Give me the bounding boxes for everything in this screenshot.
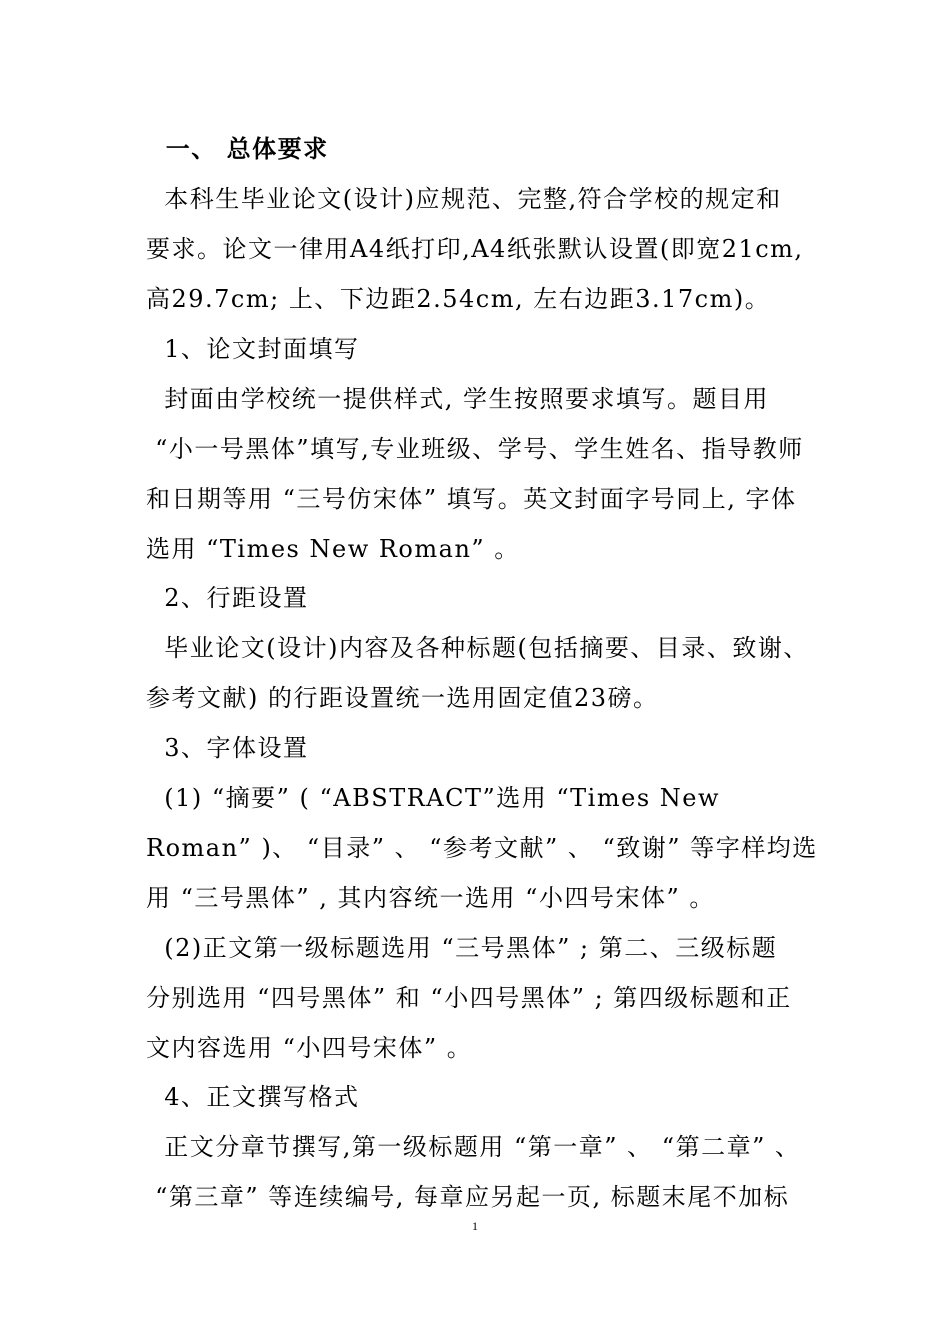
body-text-line: 文内容选用 “小四号宋体” 。 [146,1034,473,1062]
body-text-line: 和日期等用 “三号仿宋体” 填写。英文封面字号同上, 字体 [146,485,797,513]
body-text-line: 毕业论文(设计)内容及各种标题(包括摘要、目录、致谢、 [146,634,809,662]
body-text-line: 高29.7cm; 上、下边距2.54cm, 左右边距3.17cm)。 [146,285,771,313]
body-text-line: “小一号黑体”填写,专业班级、学号、学生姓名、指导教师 [146,435,804,463]
body-text-line: 选用 “Times New Roman” 。 [146,535,520,563]
body-text-line: 要求。论文一律用A4纸打印,A4纸张默认设置(即宽21cm, [146,235,804,263]
body-text-line: (2)正文第一级标题选用 “三号黑体” ; 第二、三级标题 [146,934,778,962]
body-text-line: (1) “摘要” ( “ABSTRACT”选用 “Times New [146,784,721,812]
body-text-line: 正文分章节撰写,第一级标题用 “第一章” 、 “第二章” 、 [146,1133,801,1161]
section-heading-general-requirements: 一、 总体要求 [146,135,329,163]
body-text-line: 参考文献) 的行距设置统一选用固定值23磅。 [146,684,659,712]
body-text-line: “第三章” 等连续编号, 每章应另起一页, 标题末尾不加标 [146,1183,790,1211]
body-text-line: 封面由学校统一提供样式, 学生按照要求填写。题目用 [146,385,770,413]
subheading-line-spacing: 2、行距设置 [146,584,309,612]
subheading-body-format: 4、正文撰写格式 [146,1083,360,1111]
page-number: 1 [472,1219,478,1233]
body-text-line: Roman” )、 “目录” 、 “参考文献” 、 “致谢” 等字样均选 [146,834,818,862]
subheading-cover: 1、论文封面填写 [146,335,360,363]
body-text-line: 本科生毕业论文(设计)应规范、完整,符合学校的规定和 [146,185,782,213]
body-text-line: 分别选用 “四号黑体” 和 “小四号黑体” ; 第四级标题和正 [146,984,792,1012]
subheading-font-settings: 3、字体设置 [146,734,309,762]
body-text-line: 用 “三号黑体” , 其内容统一选用 “小四号宋体” 。 [146,884,715,912]
